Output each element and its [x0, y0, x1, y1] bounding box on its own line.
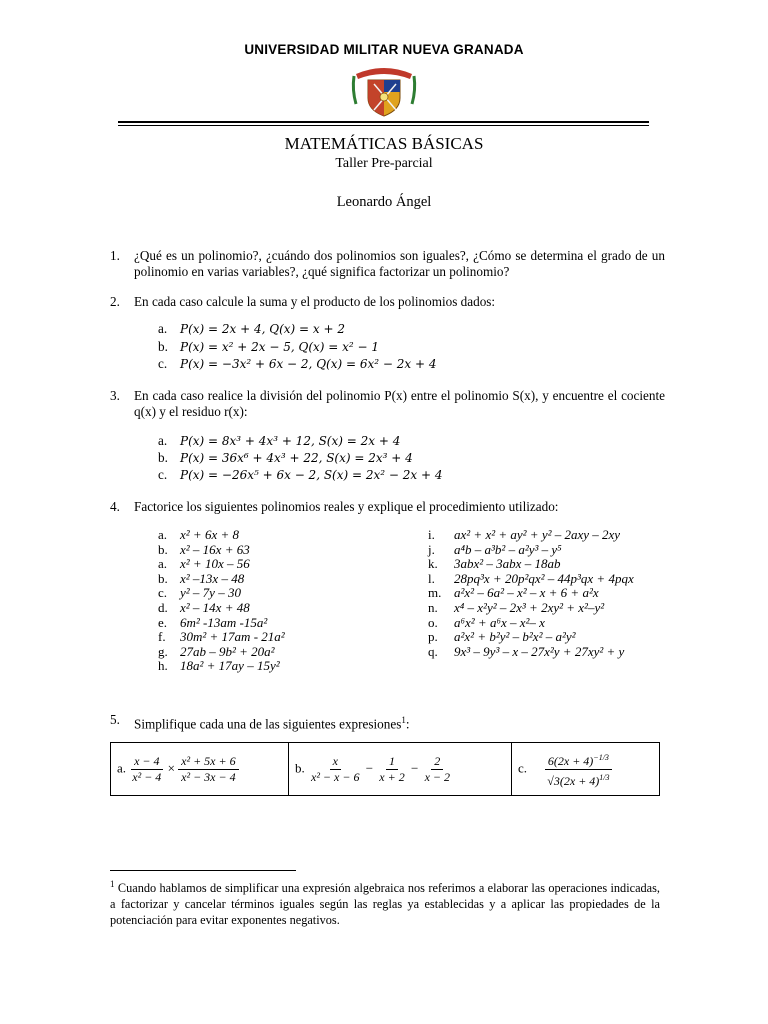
question-text: En cada caso calcule la suma y el producto de los polinomios dados: — [134, 294, 496, 309]
item-expression: 27ab – 9b² + 20a² — [180, 643, 275, 659]
item-expression: 9x³ – 9y³ – x – 27x²y + 27xy² + y — [454, 643, 625, 659]
item-label: n. — [428, 600, 438, 615]
item-label: o. — [428, 614, 438, 630]
item-label: p. — [428, 629, 438, 645]
item-label: j. — [428, 541, 435, 557]
question-number: 5. — [110, 712, 120, 727]
item-label: e. — [158, 614, 168, 630]
item-label: c. — [158, 356, 168, 371]
numerator-exponent: −1/3 — [593, 752, 609, 762]
denominator: x² − 4 — [132, 769, 162, 784]
question-number: 3. — [110, 388, 120, 403]
item-expression: P(x) = 36x⁶ + 4x³ + 22, S(x) = 2x³ + 4 — [180, 451, 413, 465]
university-crest-logo — [350, 64, 418, 118]
item-label: b. — [295, 759, 305, 775]
item-label: c. — [158, 585, 168, 601]
operator: − — [365, 759, 374, 775]
footnote-mark: 1 — [110, 879, 115, 889]
fraction — [178, 754, 238, 785]
item-label: d. — [158, 600, 168, 615]
item-expression: x² –13x – 48 — [180, 570, 245, 586]
item-expression: a⁶x² + a⁶x – x²– x — [454, 614, 545, 630]
numerator — [545, 750, 612, 770]
question-number: 4. — [110, 499, 120, 514]
item-expression: x² + 6x + 8 — [180, 527, 239, 542]
item-expression: x² – 16x + 63 — [180, 541, 250, 557]
fraction — [422, 754, 453, 785]
question-text — [134, 712, 665, 732]
item-label: h. — [158, 658, 168, 674]
question-text-colon: : — [405, 716, 410, 732]
item-expression: 18a² + 17ay – 15y² — [180, 658, 280, 674]
expression-cell-a — [111, 743, 289, 796]
item-label: k. — [428, 556, 438, 572]
question-number: 2. — [110, 294, 120, 309]
university-name: UNIVERSIDAD MILITAR NUEVA GRANADA — [244, 42, 524, 57]
numerator: x − 4 — [131, 754, 162, 770]
expression-cell-b — [289, 743, 512, 796]
fraction — [129, 754, 164, 785]
footnote-reference: 1 — [401, 715, 406, 725]
fraction — [376, 754, 407, 785]
item-expression: 28pq³x + 20p²qx² – 44p³qx + 4pqx — [454, 570, 634, 586]
course-title: MATEMÁTICAS BÁSICAS — [284, 134, 484, 153]
numerator: 2 — [431, 754, 443, 770]
item-expression: x² + 10x – 56 — [180, 556, 250, 572]
numerator-base: 6(2x + 4) — [547, 753, 594, 768]
item-expression: P(x) = −3x² + 6x − 2, Q(x) = 6x² − 2x + 4 — [180, 357, 437, 371]
footnote-text: Cuando hablamos de simplificar una expresión algebraica nos referimos a elaborar las operaciones indicadas, a factorizar y cancelar términos iguales según las reglas ya establecidas y a aplicar las propiedades de la potenciación para evitar exponentes negativos. — [110, 881, 660, 928]
item-label: b. — [158, 450, 168, 465]
item-expression: x⁴ – x²y² – 2x³ + 2xy² + x²–y² — [454, 600, 605, 615]
operator: − — [410, 759, 419, 775]
item-label: a. — [158, 527, 168, 542]
item-expression: 30m² + 17am - 21a² — [180, 629, 285, 645]
item-expression: a²x² – 6a² – x² – x + 6 + a²x — [454, 585, 599, 601]
item-expression: 3abx² – 3abx – 18ab — [454, 556, 561, 572]
item-label: c. — [518, 759, 528, 775]
denominator-exponent: 1/3 — [599, 772, 610, 782]
item-expression: a⁴b – a³b² – a²y³ – y⁵ — [454, 541, 562, 557]
header-rule-thin — [118, 125, 649, 126]
item-label: l. — [428, 570, 435, 586]
item-label: a. — [158, 433, 168, 448]
simplify-expressions-table — [110, 742, 660, 796]
expression-cell-c — [512, 743, 660, 796]
question-number: 1. — [110, 248, 120, 263]
item-expression: a²x² + b²y² – b²x² – a²y² — [454, 629, 576, 645]
denominator: x − 2 — [424, 769, 451, 784]
item-label: q. — [428, 643, 438, 659]
header-rule — [118, 121, 649, 123]
numerator: 1 — [386, 754, 398, 770]
footnote-separator — [110, 870, 296, 871]
fraction — [308, 754, 362, 785]
item-label: f. — [158, 629, 166, 645]
item-expression: P(x) = 2x + 4, Q(x) = x + 2 — [180, 322, 345, 336]
footnote — [110, 876, 660, 928]
item-label: b. — [158, 339, 168, 354]
denominator: x + 2 — [379, 769, 405, 784]
item-label: g. — [158, 643, 168, 659]
item-expression: P(x) = 8x³ + 4x³ + 12, S(x) = 2x + 4 — [180, 434, 401, 448]
item-label: a. — [158, 556, 168, 572]
author-name: Leonardo Ángel — [336, 194, 432, 210]
item-expression: P(x) = x² + 2x − 5, Q(x) = x² − 1 — [180, 340, 380, 354]
question-text: Factorice los siguientes polinomios reales y explique el procedimiento utilizado: — [134, 499, 559, 514]
question-text: ¿Qué es un polinomio?, ¿cuándo dos polinomios son iguales?, ¿Cómo se determina el grado de un polinomio en varias variables?, ¿qué significa factorizar un polinomio? — [134, 248, 665, 279]
operator: × — [167, 759, 175, 775]
item-expression: y² – 7y – 30 — [180, 585, 241, 601]
item-label: b. — [158, 570, 168, 586]
item-label: c. — [158, 467, 168, 482]
denominator — [544, 770, 612, 789]
item-label: m. — [428, 585, 442, 601]
question-text-main: Simplifique cada una de las siguientes expresiones — [134, 716, 402, 732]
item-expression: ax² + x² + ay² + y² – 2axy – 2xy — [454, 527, 621, 542]
numerator: x² + 5x + 6 — [178, 754, 238, 770]
denominator: x² − x − 6 — [311, 769, 360, 784]
item-expression: 6m² -13am -15a² — [180, 614, 268, 630]
document-subtitle: Taller Pre-parcial — [335, 156, 433, 171]
item-expression: x² – 14x + 48 — [180, 600, 250, 615]
numerator: x — [330, 754, 341, 770]
item-label: a. — [117, 759, 127, 775]
item-label: i. — [428, 527, 435, 542]
item-label: b. — [158, 541, 168, 557]
question-text: En cada caso realice la división del polinomio P(x) entre el polinomio S(x), y encuentre el cociente q(x) y el residuo r(x): — [134, 388, 665, 419]
item-expression: P(x) = −26x⁵ + 6x − 2, S(x) = 2x² − 2x + 4 — [180, 468, 443, 482]
denominator: x² − 3x − 4 — [181, 769, 236, 784]
denominator-base: √3(2x + 4) — [547, 773, 600, 788]
item-label: a. — [158, 321, 168, 336]
fraction — [544, 750, 612, 789]
